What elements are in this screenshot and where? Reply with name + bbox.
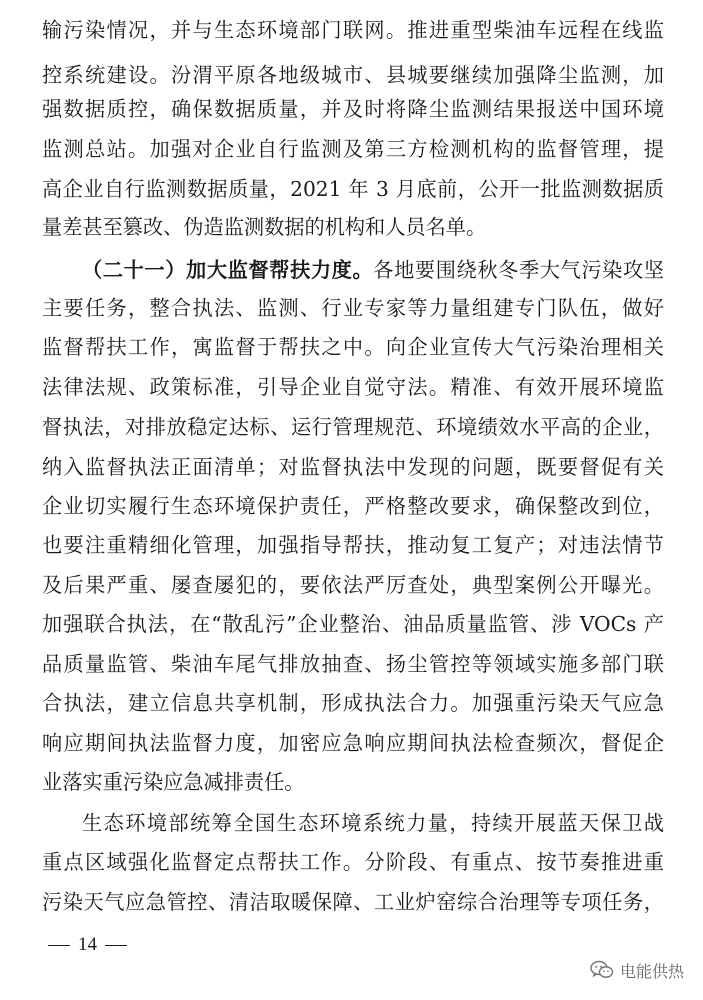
p2-line-14: 业落实重污染应急减排责任。: [42, 770, 305, 794]
watermark-text: 电能供热: [620, 961, 685, 981]
p2-line-9: 及后果严重、屡查屡犯的，要依法严厉查处，典型案例公开曝光。: [42, 573, 664, 597]
p1-line-6: 量差甚至篡改、伪造监测数据的机构和人员名单。: [42, 215, 487, 239]
p1-line-3: 强数据质控，确保数据质量，并及时将降尘监测结果报送中国环境: [42, 97, 664, 121]
watermark: [590, 956, 684, 984]
p2-line-13: 响应期间执法监督力度，加密应急响应期间执法检查频次，督促企: [42, 731, 664, 755]
p2-line-10: 加强联合执法，在“散乱污”企业整治、油品质量监管、涉 VOCs 产: [42, 612, 664, 636]
p2-line-7: 企业切实履行生态环境保护责任，严格整改要求，确保整改到位，: [42, 494, 664, 518]
wechat-icon: [590, 960, 614, 980]
p2-line-11: 品质量监管、柴油车尾气排放抽查、扬尘管控等领域实施多部门联: [42, 652, 664, 676]
p3-line-2: 重点区域强化监督定点帮扶工作。分阶段、有重点、按节奏推进重: [42, 850, 664, 874]
page-number-dash-left: [48, 945, 70, 946]
p1-line-4: 监测总站。加强对企业自行监测及第三方检测机构的监督管理，提: [42, 137, 664, 161]
p3-line-1: 生态环境部统筹全国生态环境系统力量，持续开展蓝天保卫战: [82, 811, 664, 835]
p1-line-5: 高企业自行监测数据质量，2021 年 3 月底前，公开一批监测数据质: [42, 177, 664, 201]
p2-line-4: 法律法规、政策标准，引导企业自觉守法。精准、有效开展环境监: [42, 375, 664, 399]
page-number-value: 14: [78, 934, 97, 955]
p1-line-1: 输污染情况，并与生态环境部门联网。推进重型柴油车远程在线监: [42, 18, 664, 42]
page-number-dash-right: [105, 945, 127, 946]
p2-line-3: 监督帮扶工作，寓监督于帮扶之中。向企业宣传大气污染治理相关: [42, 335, 664, 359]
p2-line-1-rest: 各地要围绕秋冬季大气污染攻坚: [373, 258, 664, 282]
p2-line-1: [82, 255, 664, 285]
p2-line-6: 纳入监督执法正面清单；对监督执法中发现的问题，既要督促有关: [42, 455, 664, 479]
page-number: [40, 930, 135, 960]
p2-line-12: 合执法，建立信息共享机制，形成执法合力。加强重污染天气应急: [42, 691, 664, 715]
p3-line-3: 污染天气应急管控、清洁取暖保障、工业炉窑综合治理等专项任务，: [42, 890, 664, 914]
p2-line-8: 也要注重精细化管理，加强指导帮扶，推动复工复产；对违法情节: [42, 533, 664, 557]
p2-line-5: 督执法，对排放稳定达标、运行管理规范、环境绩效水平高的企业，: [42, 415, 664, 439]
p1-line-2: 控系统建设。汾渭平原各地级城市、县城要继续加强降尘监测，加: [42, 63, 664, 87]
section-heading: （二十一）加大监督帮扶力度。: [82, 258, 374, 282]
p2-line-2: 主要任务，整合执法、监测、行业专家等力量组建专门队伍，做好: [42, 296, 664, 320]
